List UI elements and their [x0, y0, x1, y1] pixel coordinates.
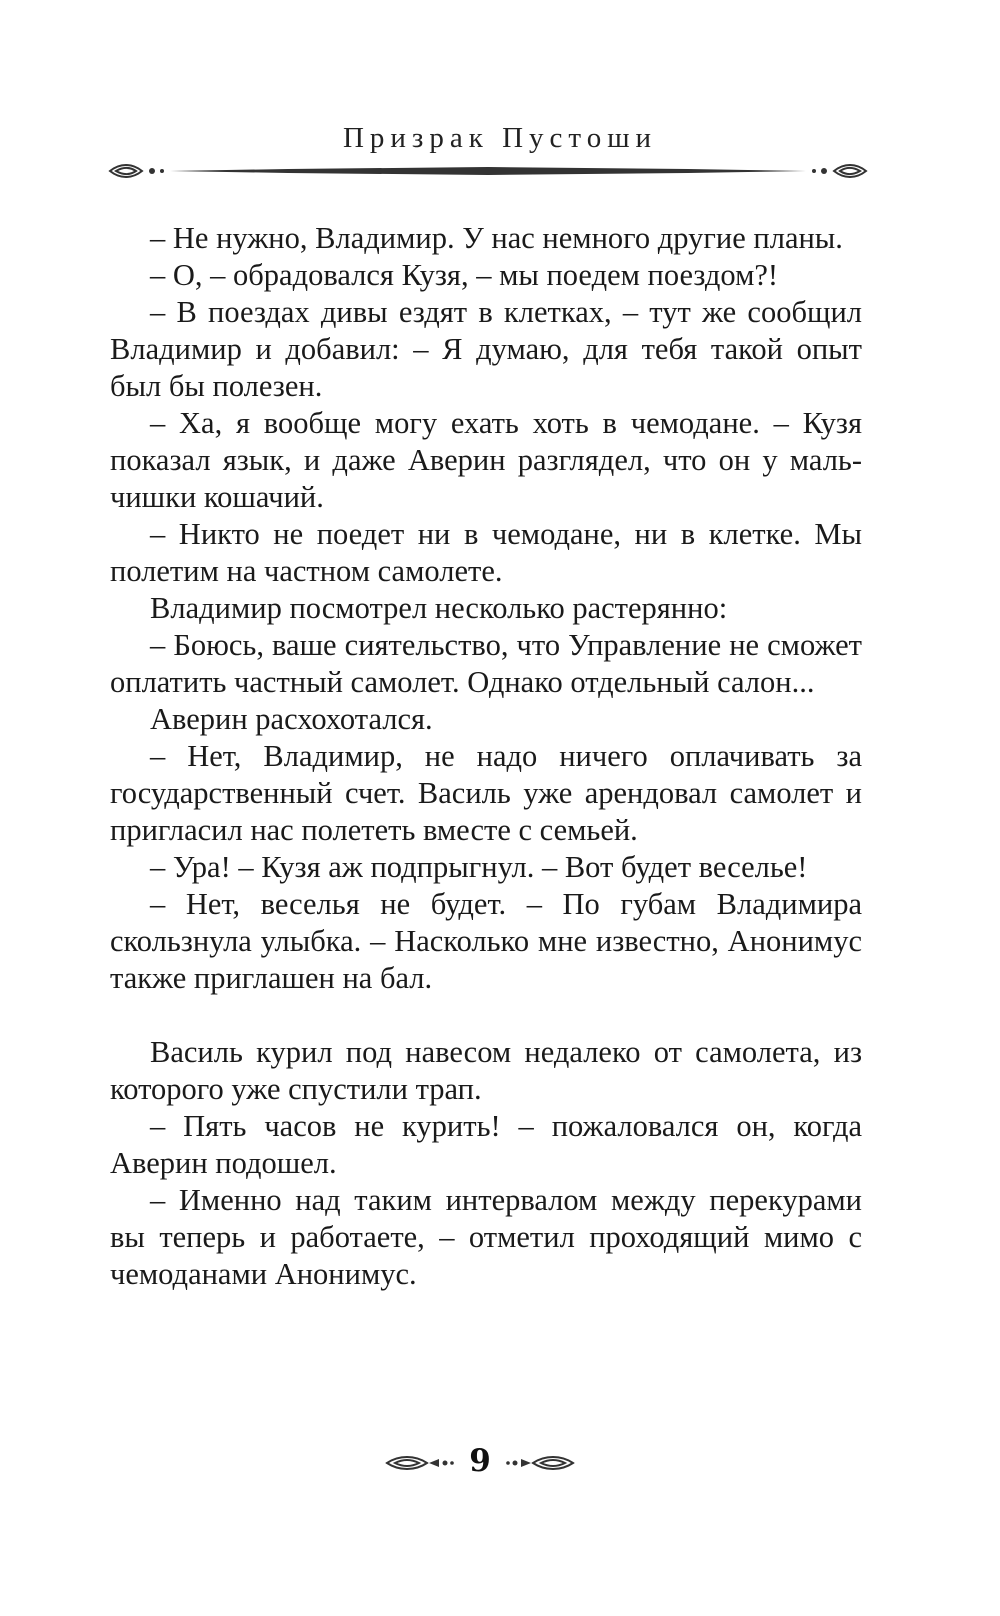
folio-ornament-left-icon	[385, 1453, 457, 1473]
paragraph: – Ура! – Кузя аж подпрыгнул. – Вот будет веселье!	[150, 850, 808, 884]
paragraph: – В поездах дивы ездят в клетках, – тут же сообщил Владимир и добавил: – Я думаю, для тебя такой опыт был бы полезен.	[110, 295, 862, 403]
header-ornament-rule-icon	[108, 158, 868, 184]
paragraph: – Никто не поедет ни в чемодане, ни в клетке. Мы полетим на частном самолете.	[110, 517, 862, 588]
paragraph: – Не нужно, Владимир. У нас немного другие планы.	[150, 221, 843, 255]
folio	[0, 1445, 1000, 1485]
paragraph: Василь курил под навесом недалеко от самолета, из которого уже спустили трап.	[110, 1035, 862, 1106]
paragraph: – Боюсь, ваше сиятельство, что Управление не сможет оплатить частный самолет. Однако отдельный салон...	[110, 628, 862, 699]
paragraph: – Именно над таким интервалом между перекурами вы теперь и работаете, – отметил проходящий мимо с чемоданами Анонимус.	[110, 1183, 862, 1291]
paragraph: – О, – обрадовался Кузя, – мы поедем поездом?!	[150, 258, 779, 292]
paragraph: – Нет, веселья не будет. – По губам Владимира скользнула улыбка. – Насколько мне известно, Анонимус также приглашен на бал.	[110, 887, 862, 995]
paragraph: – Нет, Владимир, не надо ничего оплачивать за государственный счет. Василь уже арендовал самолет и пригласил нас полететь вместе с семьей.	[110, 739, 862, 847]
running-title: Призрак Пустоши	[342, 122, 658, 154]
paragraph: – Ха, я вообще могу ехать хоть в чемодане. – Кузя показал язык, и даже Аверин разглядел, что он у мальчишки кошачий.	[110, 406, 862, 514]
paragraph: – Пять часов не курить! – пожаловался он, когда Аверин подошел.	[110, 1109, 862, 1180]
body-text	[110, 220, 862, 1293]
folio-ornament-right-icon	[503, 1453, 575, 1473]
paragraph: Владимир посмотрел несколько растерянно:	[150, 591, 728, 625]
page-number: 9	[469, 1443, 491, 1479]
paragraph: Аверин расхохотался.	[150, 702, 433, 736]
